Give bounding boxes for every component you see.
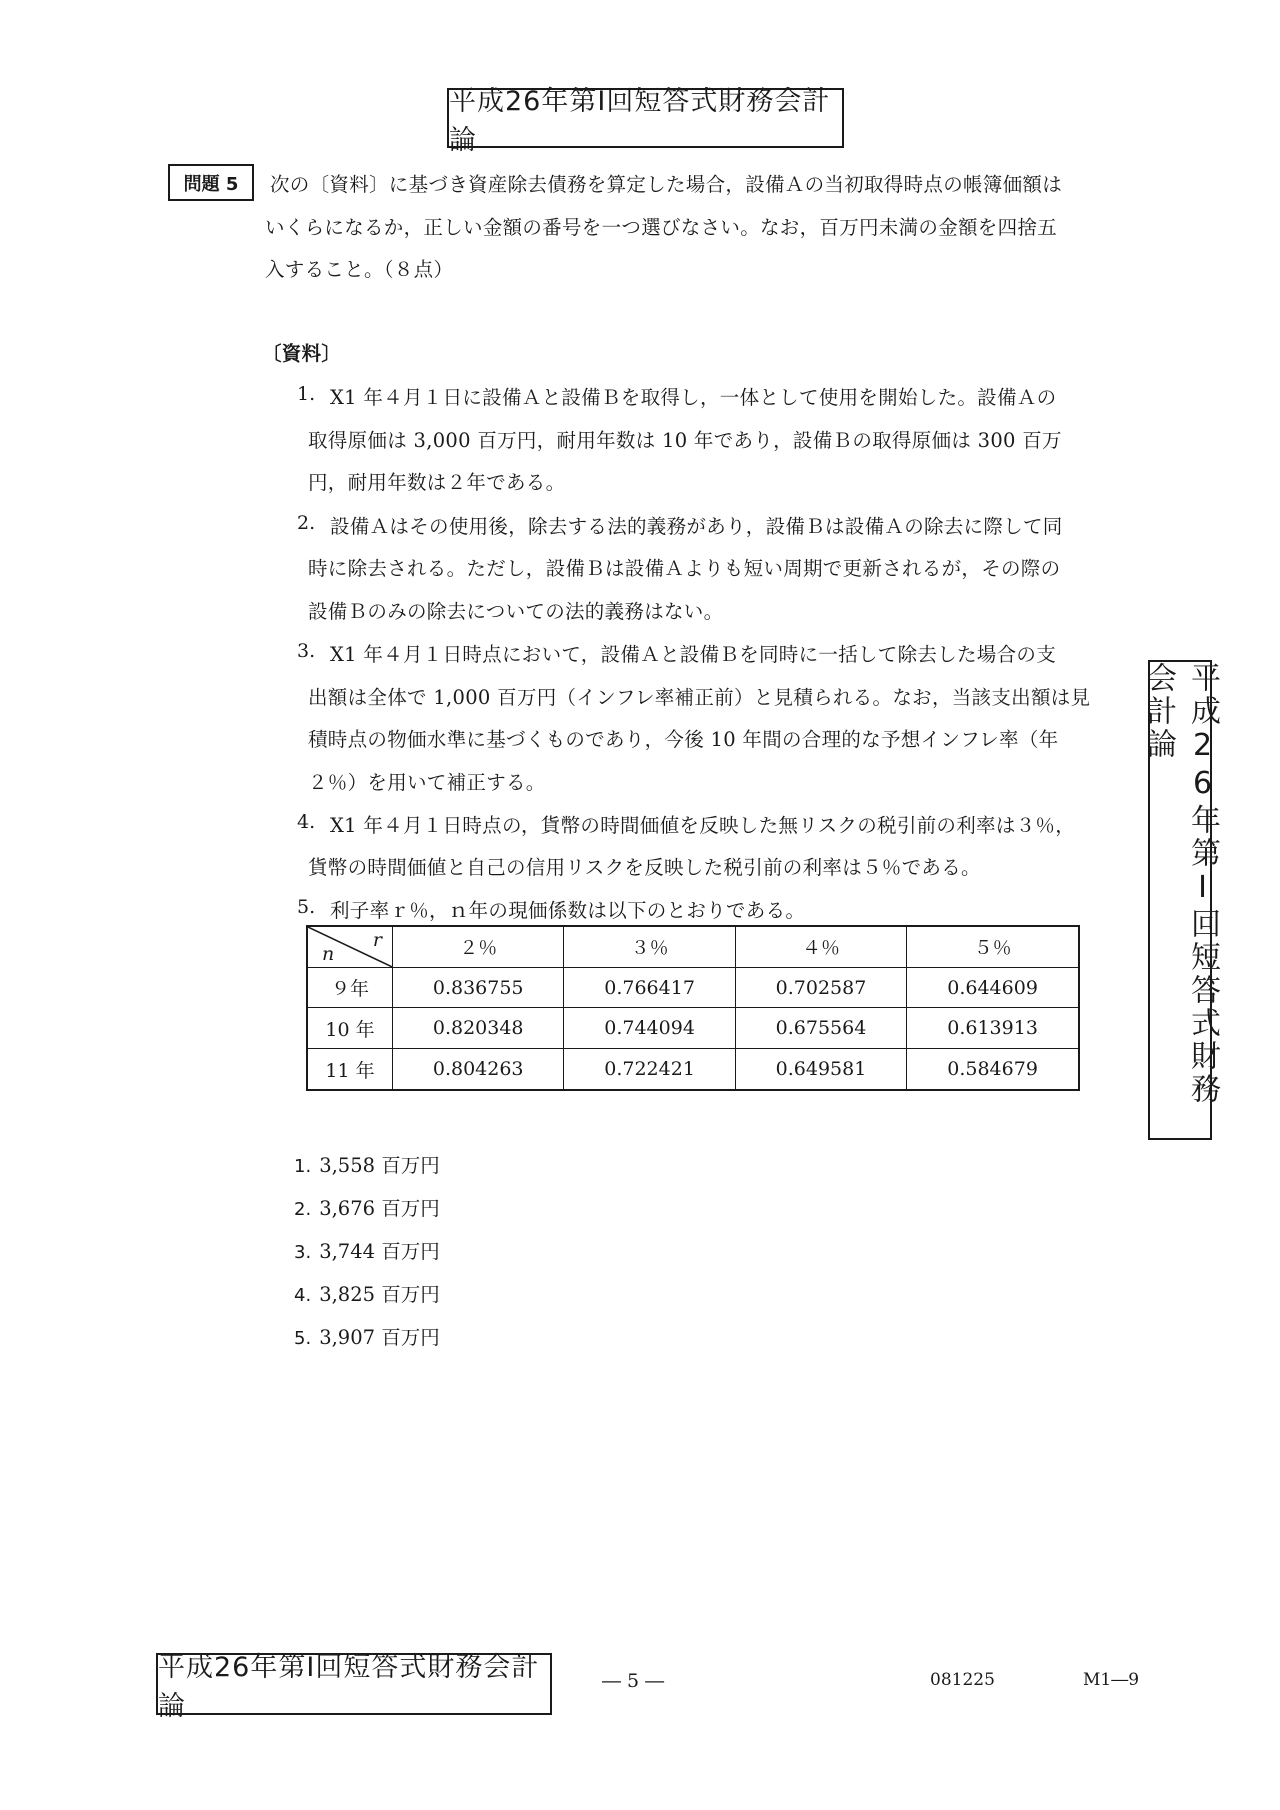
table-corner-cell bbox=[307, 926, 393, 967]
row-label: ９年 bbox=[307, 967, 393, 1008]
table-cell: 0.675564 bbox=[735, 1008, 906, 1049]
sheet-code: M1―9 bbox=[1083, 1670, 1140, 1690]
material-item-5-line-1: 利子率ｒ％，ｎ年の現価係数は以下のとおりである。 bbox=[330, 899, 806, 922]
column-header: ４％ bbox=[735, 926, 906, 967]
table-cell: 0.836755 bbox=[393, 967, 564, 1008]
material-item-2-line-1: 設備Ａはその使用後，除去する法的義務があり，設備Ｂは設備Ａの除去に際して同 bbox=[330, 515, 1063, 538]
material-item-4-line-1: X1 年４月１日時点の，貨幣の時間価値を反映した無リスクの税引前の利率は３％， bbox=[330, 814, 1076, 837]
question-line-3: 入すること。（８点） bbox=[265, 258, 454, 281]
column-header: ５％ bbox=[907, 926, 1079, 967]
answer-choice-4 bbox=[294, 1279, 440, 1307]
material-item-2-line-3: 設備Ｂのみの除去についての法的義務はない。 bbox=[308, 600, 724, 623]
table-cell: 0.744094 bbox=[564, 1008, 735, 1049]
table-cell: 0.804263 bbox=[393, 1049, 564, 1090]
question-line-2: いくらになるか，正しい金額の番号を一つ選びなさい。なお，百万円未満の金額を四捨五 bbox=[265, 216, 1058, 239]
choice-text: 3,676 百万円 bbox=[319, 1197, 440, 1220]
choice-text: 3,558 百万円 bbox=[319, 1154, 440, 1177]
material-item-4-num: 4. bbox=[297, 811, 316, 833]
row-label: 10 年 bbox=[307, 1008, 393, 1049]
page-number: ― 5 ― bbox=[602, 1670, 665, 1692]
present-value-table bbox=[306, 925, 1080, 1091]
corner-r-label: r bbox=[372, 929, 382, 951]
corner-n-label: n bbox=[322, 942, 335, 965]
material-item-1-num: 1. bbox=[297, 383, 316, 405]
choice-number: 5. bbox=[294, 1328, 312, 1349]
material-item-2-num: 2. bbox=[297, 512, 316, 534]
answer-choice-5 bbox=[294, 1322, 440, 1350]
row-label: 11 年 bbox=[307, 1049, 393, 1090]
table-cell: 0.820348 bbox=[393, 1008, 564, 1049]
table-row bbox=[307, 1049, 1079, 1090]
choice-text: 3,744 百万円 bbox=[319, 1240, 440, 1263]
exam-code: 081225 bbox=[930, 1670, 995, 1690]
question-line-1: 次の〔資料〕に基づき資産除去債務を算定した場合，設備Ａの当初取得時点の帳簿価額は bbox=[270, 173, 1063, 196]
material-heading: 〔資料〕 bbox=[262, 342, 342, 365]
page-title-text: 平成26年第Ⅰ回短答式財務会計論 bbox=[449, 86, 831, 156]
choice-number: 3. bbox=[294, 1242, 312, 1263]
table-cell: 0.644609 bbox=[907, 967, 1079, 1008]
table-header-row bbox=[307, 926, 1079, 967]
side-tab-label bbox=[1141, 660, 1220, 1140]
footer-title bbox=[156, 1652, 552, 1722]
table-row bbox=[307, 967, 1079, 1008]
material-item-3-line-1: X1 年４月１日時点において，設備Ａと設備Ｂを同時に一括して除去した場合の支 bbox=[330, 643, 1056, 666]
table-cell: 0.766417 bbox=[564, 967, 735, 1008]
material-item-3-line-2: 出額は全体で 1,000 百万円（インフレ率補正前）と見積られる。なお，当該支出額は見 bbox=[308, 686, 1091, 709]
page-title bbox=[447, 86, 844, 156]
table-cell: 0.613913 bbox=[907, 1008, 1079, 1049]
material-item-3-num: 3. bbox=[297, 640, 316, 662]
table-cell: 0.722421 bbox=[564, 1049, 735, 1090]
question-label bbox=[168, 164, 254, 201]
answer-choice-3 bbox=[294, 1236, 440, 1264]
material-item-1-line-1: X1 年４月１日に設備Ａと設備Ｂを取得し，一体として使用を開始した。設備Ａの bbox=[330, 386, 1057, 409]
choice-number: 1. bbox=[294, 1156, 312, 1177]
material-item-5-num: 5. bbox=[297, 896, 316, 918]
material-item-1-line-2: 取得原価は 3,000 百万円，耐用年数は 10 年であり，設備Ｂの取得原価は 300 百万 bbox=[308, 429, 1062, 452]
choice-text: 3,907 百万円 bbox=[319, 1326, 440, 1349]
table-cell: 0.649581 bbox=[735, 1049, 906, 1090]
material-item-2-line-2: 時に除去される。ただし，設備Ｂは設備Ａよりも短い周期で更新されるが，その際の bbox=[308, 557, 1061, 580]
answer-choice-2 bbox=[294, 1193, 440, 1221]
material-item-3-line-3: 積時点の物価水準に基づくものであり，今後 10 年間の合理的な予想インフレ率（年 bbox=[308, 728, 1059, 751]
side-tab-text: 平成26年第Ⅰ回短答式財務会計論 bbox=[1141, 662, 1220, 1106]
table-row bbox=[307, 1008, 1079, 1049]
material-item-4-line-2: 貨幣の時間価値と自己の信用リスクを反映した税引前の利率は５％である。 bbox=[308, 856, 981, 879]
material-item-3-line-4: ２％）を用いて補正する。 bbox=[308, 771, 546, 794]
material-item-1-line-3: 円，耐用年数は２年である。 bbox=[308, 471, 566, 494]
answer-choice-1 bbox=[294, 1150, 440, 1178]
choice-number: 2. bbox=[294, 1199, 312, 1220]
table-cell: 0.702587 bbox=[735, 967, 906, 1008]
footer-title-text: 平成26年第Ⅰ回短答式財務会計論 bbox=[158, 1652, 540, 1722]
choice-text: 3,825 百万円 bbox=[319, 1283, 440, 1306]
column-header: ３％ bbox=[564, 926, 735, 967]
question-label-text: 問題 5 bbox=[183, 173, 239, 195]
table-cell: 0.584679 bbox=[907, 1049, 1079, 1090]
choice-number: 4. bbox=[294, 1285, 312, 1306]
column-header: ２％ bbox=[393, 926, 564, 967]
